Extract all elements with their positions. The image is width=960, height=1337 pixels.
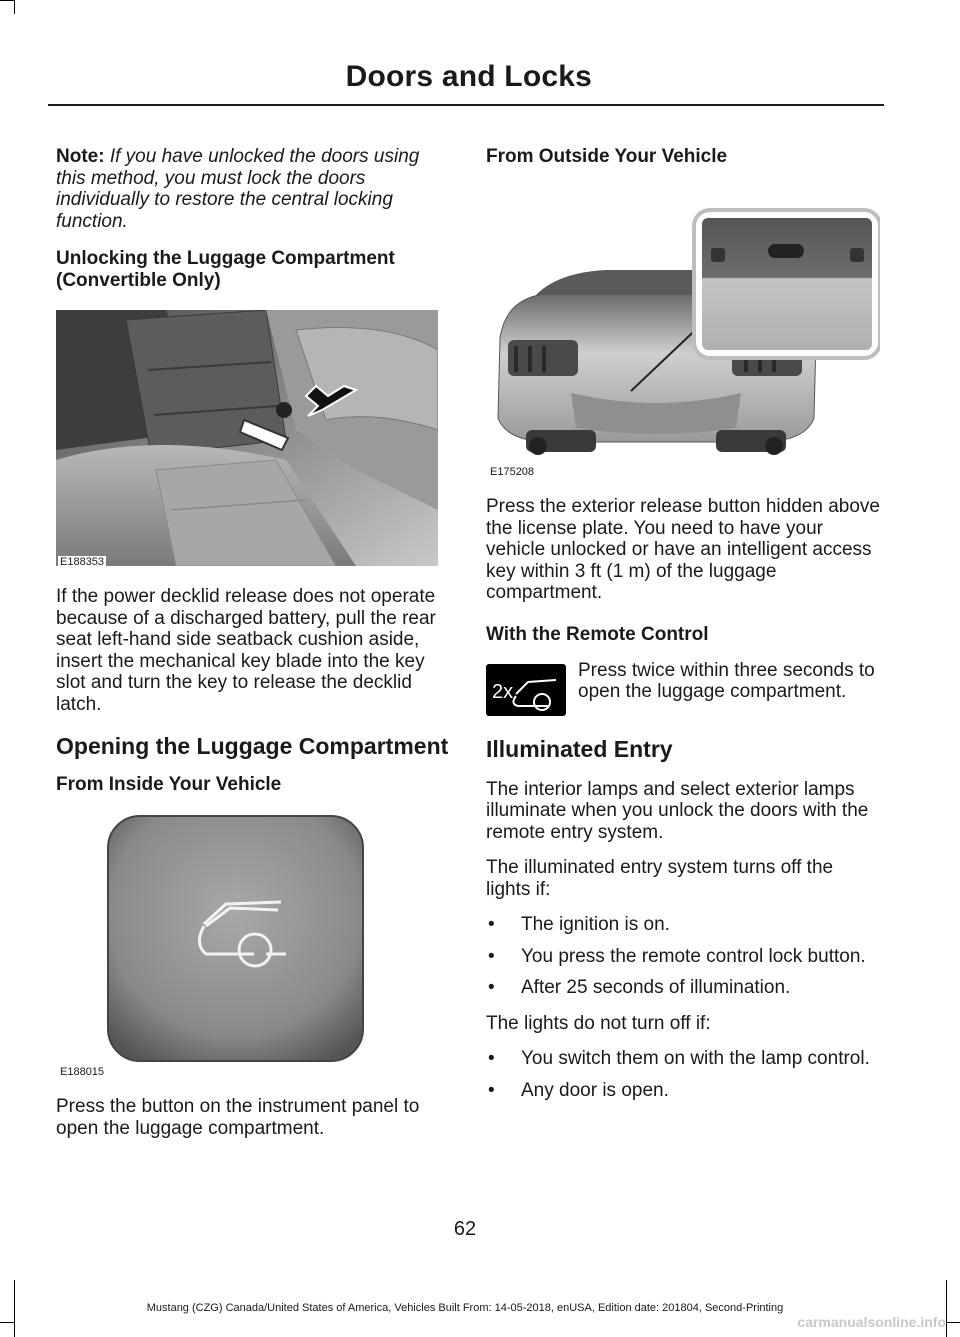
right-column [486,146,880,1115]
figure-code: E175208 [490,466,535,478]
release-button-figure [56,814,438,1076]
remote-instruction [486,660,880,716]
opening-luggage-heading: Opening the Luggage Compartment [56,733,449,759]
crop-mark [14,0,15,14]
watermark: carmanualsonline.info [797,1314,946,1330]
not-off-list [486,1048,880,1101]
outside-vehicle-heading: From Outside Your Vehicle [486,146,728,167]
list-item: • After 25 seconds of illumination. [488,977,791,998]
crop-mark [0,1322,14,1323]
exterior-release-paragraph: Press the exterior release button hidden above the license plate. You need to have your vehicle unlocked or have an intelligent access key within 3 ft (1 m) of the luggage compartment. [486,496,880,603]
trunk-release-button-illustration [56,814,438,1076]
inside-vehicle-heading: From Inside Your Vehicle [56,774,282,795]
page-title: Doors and Locks [345,60,592,93]
decklid-paragraph: If the power decklid release does not operate because of a discharged battery, pull the rear seat left-hand side seatback cushion aside, insert the mechanical key blade into the key slot and turn the key to release the decklid latch. [56,586,436,715]
car-rear-illustration [486,178,880,476]
list-item: • You switch them on with the lamp control. [488,1048,870,1069]
header-divider [48,104,884,106]
turns-off-paragraph: The illuminated entry system turns off the lights if: [486,857,834,900]
rear-seat-illustration [56,310,438,566]
figure-code: E188015 [60,1066,105,1078]
left-column [56,146,452,1153]
note-label: Note: [56,146,105,167]
illuminated-paragraph: The interior lamps and select exterior lamps illuminate when you unlock the doors with the remote entry system. [486,778,869,843]
crop-mark [0,0,14,1]
illuminated-entry-heading: Illuminated Entry [486,735,673,762]
footer-text: Mustang (CZG) Canada/United States of America, Vehicles Built From: 14-05-2018, enUSA, Edition date: 201804, Second-Printing [146,1302,784,1314]
list-item: • Any door is open. [488,1079,669,1101]
remote-control-heading: With the Remote Control [486,623,709,645]
list-item: • You press the remote control lock button. [488,945,866,967]
not-off-paragraph: The lights do not turn off if: [486,1012,711,1034]
remote-paragraph: Press twice within three seconds to open the luggage compartment. [578,659,875,702]
note-paragraph [56,146,452,232]
turns-off-list [486,914,880,999]
note-text: If you have unlocked the doors using this method, you must lock the doors individually to restore the central locking function. [56,146,420,232]
remote-trunk-icon [486,664,566,716]
remote-press-count: 2x [492,680,514,703]
list-item: • The ignition is on. [488,914,670,935]
page-number: 62 [453,1218,477,1240]
crop-mark [946,1322,960,1323]
rear-seat-figure [56,310,438,566]
unlock-luggage-heading: Unlocking the Luggage Compartment (Convertible Only) [56,248,395,291]
car-rear-figure [486,178,880,476]
crop-mark [946,1280,947,1337]
press-button-paragraph: Press the button on the instrument panel to open the luggage compartment. [56,1096,420,1139]
figure-code: E188353 [60,556,105,568]
